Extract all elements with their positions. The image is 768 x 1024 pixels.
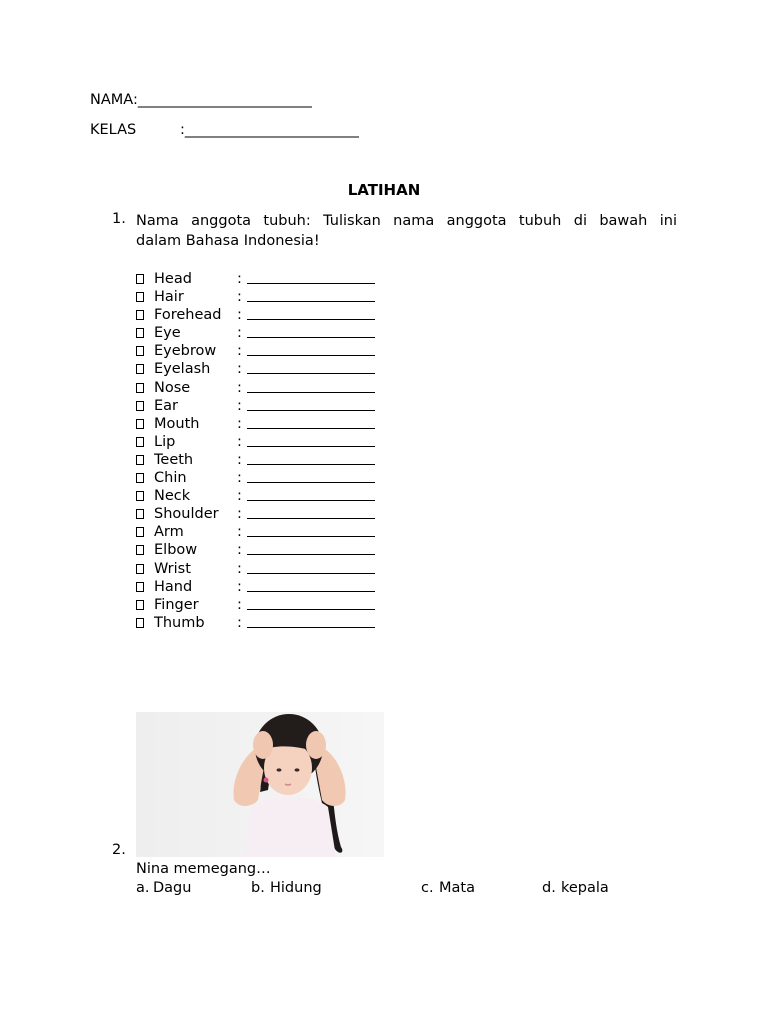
girl-holding-head-photo	[136, 712, 384, 857]
question-2-text: Nina memegang…	[136, 861, 271, 877]
answer-blank	[247, 591, 375, 592]
checkbox-bullet-icon	[136, 401, 144, 411]
checkbox-bullet-icon	[136, 527, 144, 537]
body-part-name: Forehead	[154, 307, 222, 324]
answer-blank	[247, 283, 375, 284]
answer-blank	[247, 554, 375, 555]
body-part-name: Wrist	[154, 560, 191, 577]
page-title: LATIHAN	[347, 181, 421, 199]
body-part-name: Head	[154, 271, 192, 287]
question-1-line-1: Nama anggota tubuh: Tuliskan nama anggota tubuh di bawah ini	[136, 213, 677, 229]
checkbox-bullet-icon	[136, 310, 144, 320]
option-b-text: Hidung	[270, 880, 322, 896]
class-field-blank: :________________________	[180, 122, 359, 138]
answer-blank	[247, 500, 375, 501]
colon: :	[237, 343, 242, 360]
checkbox-bullet-icon	[136, 274, 144, 284]
colon: :	[237, 307, 242, 324]
option-d-letter: d.	[542, 880, 556, 896]
body-part-name: Hair	[154, 289, 184, 306]
body-part-name: Nose	[154, 379, 191, 396]
checkbox-bullet-icon	[136, 582, 144, 592]
answer-blank	[247, 373, 375, 374]
checkbox-bullet-icon	[136, 346, 144, 356]
colon: :	[237, 596, 242, 613]
option-b-letter: b.	[251, 880, 265, 896]
colon: :	[237, 433, 242, 450]
answer-blank	[247, 464, 375, 465]
body-part-name: Eye	[154, 325, 181, 342]
answer-blank	[247, 319, 375, 320]
body-part-name: Eyelash	[154, 361, 211, 378]
colon: :	[237, 614, 242, 631]
question-1-number: 1.	[112, 211, 126, 227]
colon: :	[237, 470, 242, 487]
answer-blank	[247, 536, 375, 537]
body-part-name: Lip	[154, 433, 176, 450]
answer-blank	[247, 482, 375, 483]
checkbox-bullet-icon	[136, 618, 144, 628]
body-part-name: Ear	[154, 397, 179, 414]
colon: :	[237, 271, 242, 287]
checkbox-bullet-icon	[136, 564, 144, 574]
colon: :	[237, 379, 242, 396]
option-d-text: kepala	[561, 880, 609, 896]
answer-blank	[247, 446, 375, 447]
body-part-name: Mouth	[154, 415, 200, 432]
checkbox-bullet-icon	[136, 600, 144, 610]
body-part-name: Chin	[154, 470, 187, 487]
answer-blank	[247, 609, 375, 610]
answer-blank	[247, 392, 375, 393]
option-a	[136, 880, 192, 896]
colon: :	[237, 289, 242, 306]
checkbox-bullet-icon	[136, 419, 144, 429]
option-c-text: Mata	[439, 880, 475, 896]
answer-blank	[247, 355, 375, 356]
answer-blank	[247, 518, 375, 519]
body-part-name: Teeth	[154, 451, 194, 468]
colon: :	[237, 451, 242, 468]
question-1-line-2: dalam Bahasa Indonesia!	[136, 233, 320, 249]
body-part-name: Thumb	[154, 614, 205, 631]
colon: :	[237, 506, 242, 523]
colon: :	[237, 578, 242, 595]
checkbox-bullet-icon	[136, 437, 144, 447]
answer-blank	[247, 573, 375, 574]
colon: :	[237, 542, 242, 559]
colon: :	[237, 560, 242, 577]
option-a-letter: a.	[136, 880, 150, 896]
option-a-text: Dagu	[153, 880, 192, 896]
option-c-letter: c.	[421, 880, 434, 896]
answer-blank	[247, 301, 375, 302]
colon: :	[237, 325, 242, 342]
option-d	[542, 880, 609, 896]
checkbox-bullet-icon	[136, 545, 144, 555]
checkbox-bullet-icon	[136, 455, 144, 465]
name-field-label: NAMA:________________________	[90, 92, 312, 108]
colon: :	[237, 361, 242, 378]
body-part-name: Shoulder	[154, 506, 219, 523]
question-1-instruction	[136, 211, 677, 251]
colon: :	[237, 415, 242, 432]
checkbox-bullet-icon	[136, 292, 144, 302]
answer-blank	[247, 410, 375, 411]
body-part-name: Elbow	[154, 542, 198, 559]
checkbox-bullet-icon	[136, 509, 144, 519]
checkbox-bullet-icon	[136, 473, 144, 483]
class-field-label: KELAS	[90, 122, 137, 138]
colon: :	[237, 524, 242, 541]
checkbox-bullet-icon	[136, 364, 144, 374]
question-2-number: 2.	[112, 842, 126, 858]
body-part-name: Hand	[154, 578, 193, 595]
body-part-name: Finger	[154, 596, 199, 613]
body-part-name: Arm	[154, 524, 184, 541]
body-part-name: Eyebrow	[154, 343, 217, 360]
body-part-name: Neck	[154, 488, 191, 505]
option-c	[421, 880, 475, 896]
checkbox-bullet-icon	[136, 383, 144, 393]
colon: :	[237, 397, 242, 414]
colon: :	[237, 488, 242, 505]
checkbox-bullet-icon	[136, 491, 144, 501]
option-b	[251, 880, 322, 896]
checkbox-bullet-icon	[136, 328, 144, 338]
answer-blank	[247, 627, 375, 628]
answer-blank	[247, 337, 375, 338]
answer-blank	[247, 428, 375, 429]
